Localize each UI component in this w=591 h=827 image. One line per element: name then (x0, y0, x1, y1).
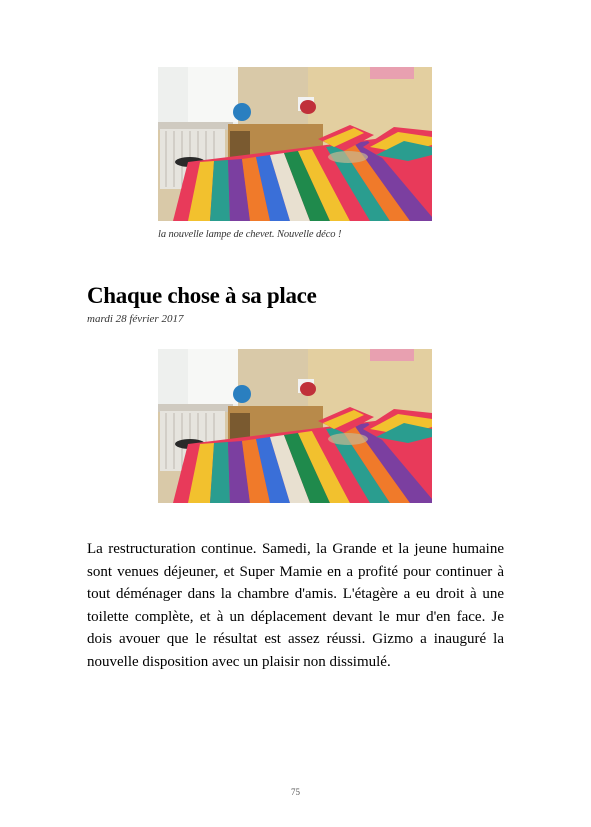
post-body: La restructuration continue. Samedi, la Grande et la jeune humaine sont venues déjeuner, et Super Mamie en a profité pour continuer à tout déménager dans la chambre d'amis. L'étagère a eu droit à une toilette complète, et à un déplacement devant le mur d'en face. Je dois avouer que le résultat est assez réussi. Gizmo a inauguré la nouvelle disposition avec un plaisir non dissimulé. (87, 541, 504, 670)
post-title: Chaque chose à sa place (87, 283, 317, 308)
photo-caption: la nouvelle lampe de chevet. Nouvelle déco ! (158, 229, 342, 240)
bedroom-photo-top (158, 67, 432, 221)
bedroom-photo-bottom (158, 349, 432, 503)
page-number: 75 (291, 787, 300, 797)
post-date: mardi 28 février 2017 (87, 313, 184, 325)
